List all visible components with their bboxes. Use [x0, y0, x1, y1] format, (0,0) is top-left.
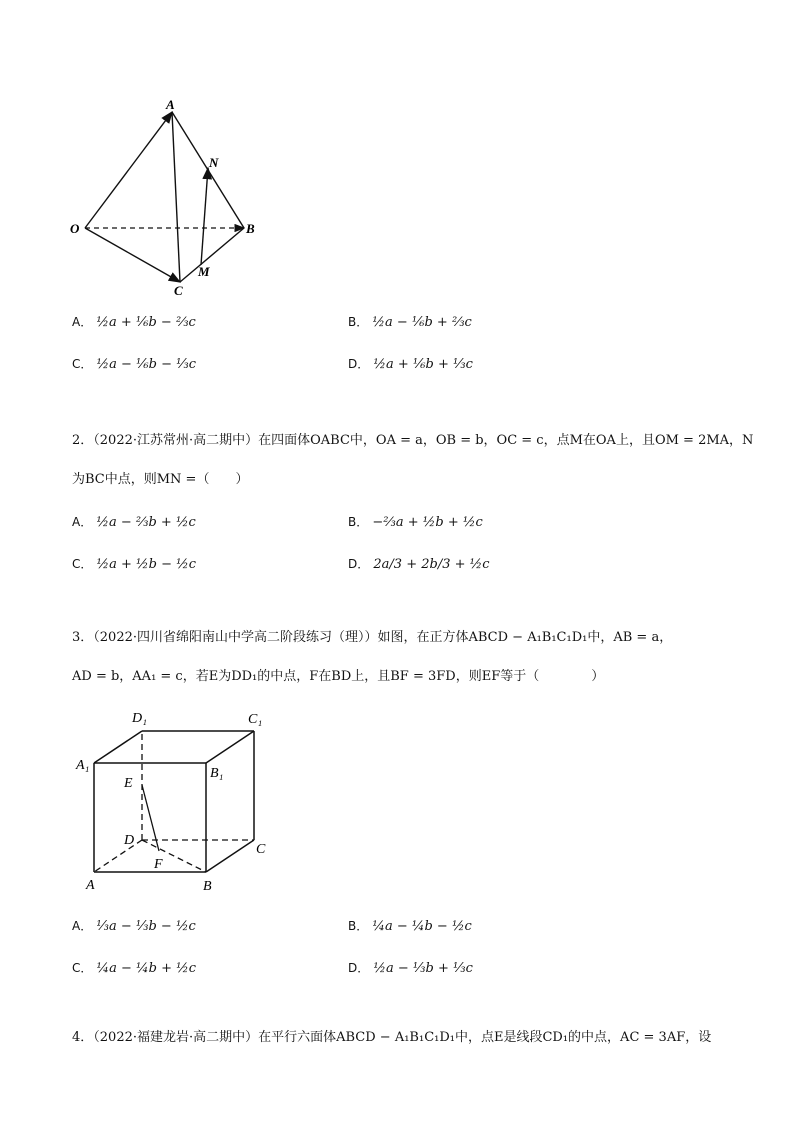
vector-oa: [85, 112, 172, 228]
label-b: B: [246, 221, 255, 236]
diagonal-db: [142, 840, 206, 872]
q2-stem-line1: 2．（2022·江苏常州·高二期中）在四面体OABC中，OA = a，OB = b，OC = c，点M在OA上，且OM = 2MA，N: [72, 433, 754, 448]
q2-option-a[interactable]: A． ½a − ⅔b + ½c: [72, 515, 196, 530]
q1-option-d[interactable]: D． ½a + ⅙b + ⅓c: [348, 357, 473, 372]
label-m: M: [198, 264, 210, 279]
label-a: A: [86, 878, 95, 893]
q2-option-c[interactable]: C． ½a + ½b − ½c: [72, 557, 196, 572]
q2-option-d[interactable]: D． 2a/3 + 2b/3 + ½c: [348, 557, 490, 572]
edge-bc: [206, 840, 254, 872]
label-d: D: [124, 833, 135, 848]
q3-option-b[interactable]: B． ¼a − ¼b − ½c: [348, 919, 472, 934]
edge-b1c1: [206, 731, 254, 763]
label-n: N: [209, 155, 219, 170]
label-o: O: [70, 221, 80, 236]
label-b: B: [203, 879, 212, 894]
edge-ac: [172, 112, 180, 282]
q3-option-d[interactable]: D． ½a − ⅓b + ⅓c: [348, 961, 473, 976]
label-b1: B₁: [210, 766, 224, 781]
label-c1: C₁: [248, 712, 263, 727]
q3-option-c[interactable]: C． ¼a − ¼b + ½c: [72, 961, 196, 976]
q1-option-c[interactable]: C． ½a − ⅙b − ⅓c: [72, 357, 196, 372]
label-e: E: [124, 776, 133, 791]
label-a1: A₁: [76, 758, 90, 773]
q3-stem-line1: 3．（2022·四川省绵阳南山中学高二阶段练习（理））如图，在正方体ABCD − A₁B₁C₁D₁中，AB = a，: [72, 630, 673, 645]
q1-option-a[interactable]: A． ½a + ⅙b − ⅔c: [72, 315, 196, 330]
tetrahedron-figure: [60, 95, 270, 300]
q3-option-a[interactable]: A． ⅓a − ⅓b − ½c: [72, 919, 196, 934]
vector-oc: [85, 228, 180, 282]
q1-option-b[interactable]: B． ½a − ⅙b + ⅔c: [348, 315, 472, 330]
q2-option-b[interactable]: B． −⅔a + ½b + ½c: [348, 515, 483, 530]
cube-figure: [72, 705, 282, 895]
q4-stem-line1: 4．（2022·福建龙岩·高二期中）在平行六面体ABCD − A₁B₁C₁D₁中，点E是线段CD₁的中点，AC = 3AF，设: [72, 1030, 712, 1045]
label-f: F: [154, 857, 163, 872]
q2-stem-line2: 为BC中点，则MN =（ ）: [72, 472, 249, 487]
label-d1: D₁: [132, 711, 147, 726]
edge-da: [94, 840, 142, 872]
label-c: C: [256, 842, 266, 857]
vector-mn: [201, 168, 208, 265]
q3-stem-line2: AD = b，AA₁ = c，若E为DD₁的中点，F在BD上，且BF = 3FD，则EF等于（ ）: [72, 669, 605, 684]
label-c: C: [174, 283, 183, 298]
edge-cb: [180, 228, 244, 282]
label-a: A: [166, 97, 175, 112]
edge-a1d1: [94, 731, 142, 763]
